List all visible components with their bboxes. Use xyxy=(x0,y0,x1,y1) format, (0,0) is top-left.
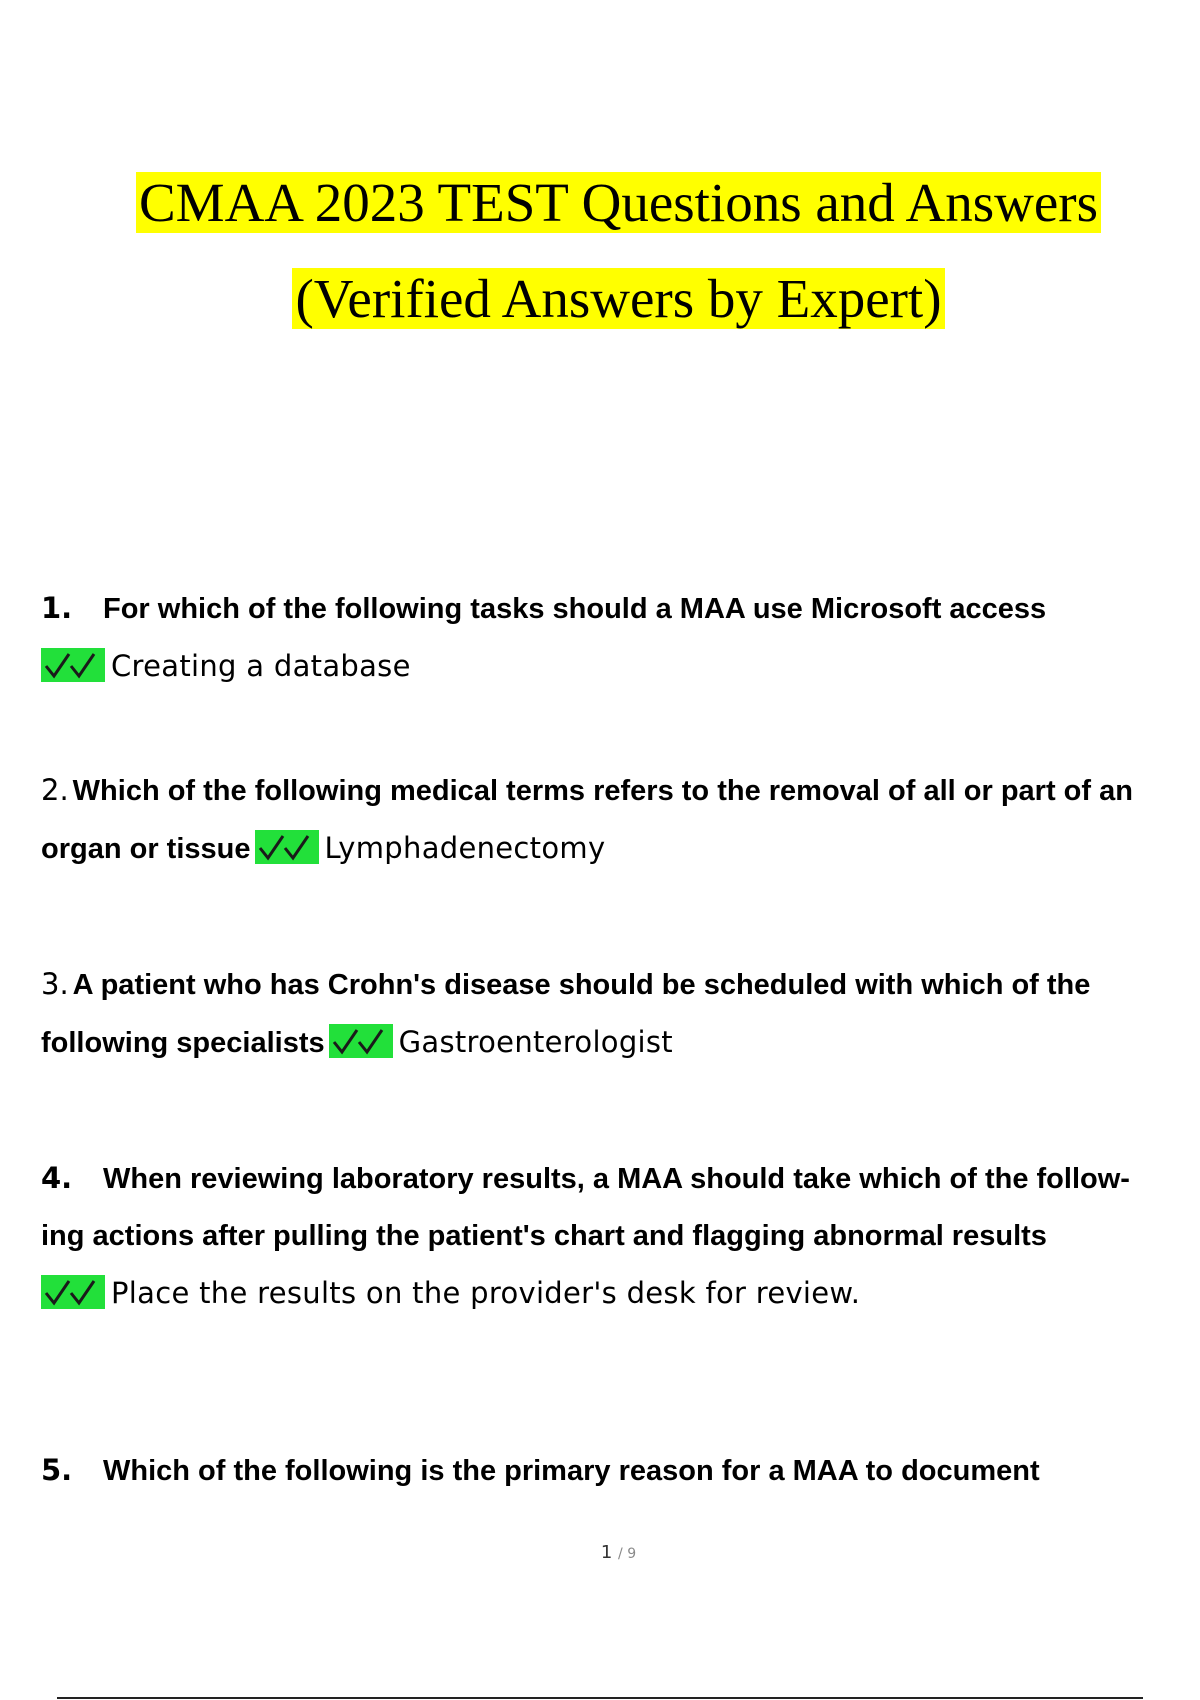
double-checkmark-icon xyxy=(41,1275,105,1309)
question-number: 1. xyxy=(41,591,73,625)
question-number: 3. xyxy=(41,967,69,1001)
title-line-1 xyxy=(0,155,1200,251)
question-number: 5. xyxy=(41,1453,73,1487)
title-line-2 xyxy=(0,251,1200,347)
double-checkmark-icon xyxy=(41,648,105,682)
question-item-1 xyxy=(41,580,1171,696)
current-page: 1 xyxy=(600,1542,613,1563)
page-indicator xyxy=(0,1542,1200,1563)
double-checkmark-icon xyxy=(255,830,319,864)
document-title xyxy=(0,155,1200,347)
answer-text: Place the results on the provider's desk for review. xyxy=(111,1276,861,1310)
title-line-2-text: (Verified Answers by Expert) xyxy=(292,268,944,329)
question-item-3 xyxy=(41,956,1171,1072)
page-divider xyxy=(57,1697,1143,1699)
question-text: Which of the following medical terms refers to the removal of all or part of an organ or tissue xyxy=(41,775,1133,865)
question-text: When reviewing laboratory results, a MAA should take which of the follow- ing actions after pulling the patient's chart and flagging abnormal results xyxy=(41,1163,1130,1252)
question-number: 2. xyxy=(41,773,69,807)
answer-text: Gastroenterologist xyxy=(398,1025,673,1059)
question-item-2 xyxy=(41,762,1171,878)
answer-text: Creating a database xyxy=(111,649,411,683)
question-text: A patient who has Crohn's disease should be scheduled with which of the following specialists xyxy=(41,969,1091,1059)
question-item-4 xyxy=(41,1150,1171,1323)
total-pages: / 9 xyxy=(618,1546,637,1562)
question-item-5 xyxy=(41,1442,1171,1500)
title-line-1-text: CMAA 2023 TEST Questions and Answers xyxy=(136,172,1101,233)
question-text: Which of the following is the primary reason for a MAA to document xyxy=(103,1455,1040,1487)
answer-text: Lymphadenectomy xyxy=(324,831,606,865)
double-checkmark-icon xyxy=(329,1024,393,1058)
question-text: For which of the following tasks should a MAA use Microsoft access xyxy=(103,593,1047,625)
question-number: 4. xyxy=(41,1161,73,1195)
